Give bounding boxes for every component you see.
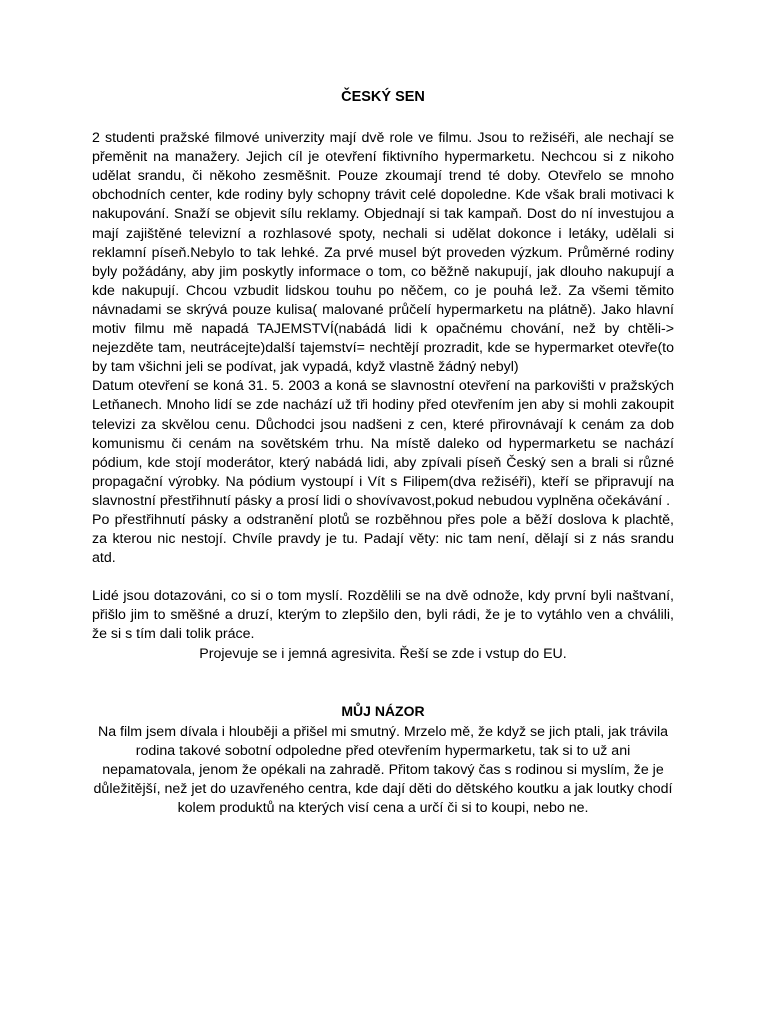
paragraph-opening-date: Datum otevření se koná 31. 5. 2003 a koná se slavnostní otevření na parkovišti v pražských Letňanech. Mnoho lidí se zde nachází už tři hodiny před otevřením jen aby si mohli zakoupit televizi za skvělou cenu. Důchodci jsou nadšeni z cen, které přirovnávají k cenám za dob komunismu či cenám na sovětském trhu. Na místě daleko od hypermarketu se nachází pódium, kde stojí moderátor, který nabádá lidi, aby zpívali píseň Český sen a brali si různé propagační výrobky. Na pódium vystoupí i Vít s Filipem(dva režiséři), kteří se připravují na slavnostní přestřihnutí pásky a prosí lidi o shovívavost,pokud nebudou vyplněna očekávání .: [92, 378, 674, 509]
document-title: ČESKÝ SEN: [341, 89, 425, 105]
paragraph-opinion: Na film jsem dívala i hlouběji a přišel mi smutný. Mrzelo mě, že když se jich ptali, jak trávila rodina takové sobotní odpoledne před otevřením hypermarketu, tak si to už ani nepamatovala, jenom že opékali na zahradě. Přitom takový čas s rodinou si myslím, že je důležitější, než jet do uzavřeného centra, kde dají děti do dětského koutku a jak loutky chodí kolem produktů na kterých visí cena a určí či si to koupi, nebo ne.: [93, 723, 673, 817]
paragraph-ribbon-cutting: Po přestřihnutí pásky a odstranění plotů se rozběhnou přes pole a běží doslova k plachtě, za kterou nic nestojí. Chvíle pravdy je tu. Padají věty: nic tam není, dělají si z nás srandu atd.: [92, 511, 674, 567]
spacer: [92, 568, 674, 587]
paragraph-intro: 2 studenti pražské filmové univerzity mají dvě role ve filmu. Jsou to režiséři, ale nechají se přeměnit na manažery. Jejich cíl je otevření fiktivního hypermarketu. Nechcou si z nikoho udělat srandu, či někoho zesměšnit. Pouze zkoumají trend té doby. Otevřelo se mnoho obchodních center, kde rodiny byly schopny trávit celé dopoledne. Kde však brali motivaci k nakupování. Snaží se objevit sílu reklamy. Objednají si tak kampaň. Dost do ní investujou a mají zajištěné televizní a rozhlasové spoty, nechali si udělat dokonce i letáky, udělali si reklamní píseň.Nebylo to tak lehké. Za prvé musel být proveden výzkum. Průměrné rodiny byly požádány, aby jim poskytly informace o tom, co běžně nakupují, jak dlouho nakupují a kde nakupují. Chcou vzbudit lidskou touhu po něčem, co je pouhá lež. Za všemi těmito návnadami se skrývá pouze kulisa( malované průčelí hypermarketu na plátně). Jako hlavní motiv filmu mě napadá TAJEMSTVÍ(nabádá lidi k opačnému chování, než by chtěli-> nejezděte tam, neutrácejte)další tajemství= nechtějí prozradit, kde se hypermarket otevře(to by tam všichni jeli se podívat, jak vypadá, když vlastně žádný nebyl): [92, 130, 674, 376]
document-page: [92, 88, 674, 818]
section-subtitle: MŮJ NÁZOR: [341, 702, 425, 719]
paragraph-reactions: Lidé jsou dotazováni, co si o tom myslí. Rozdělili se na dvě odnože, kdy první byli naštvaní, přišlo jim to směšné a druzí, kterým to zlepšilo den, byli rádi, že je to vytáhlo ven a chválili, že si s tím dali tolik práce.: [92, 588, 674, 643]
centered-line: Projevuje se i jemná agresivita. Řeší se zde i vstup do EU.: [199, 645, 567, 662]
spacer: [92, 664, 674, 702]
